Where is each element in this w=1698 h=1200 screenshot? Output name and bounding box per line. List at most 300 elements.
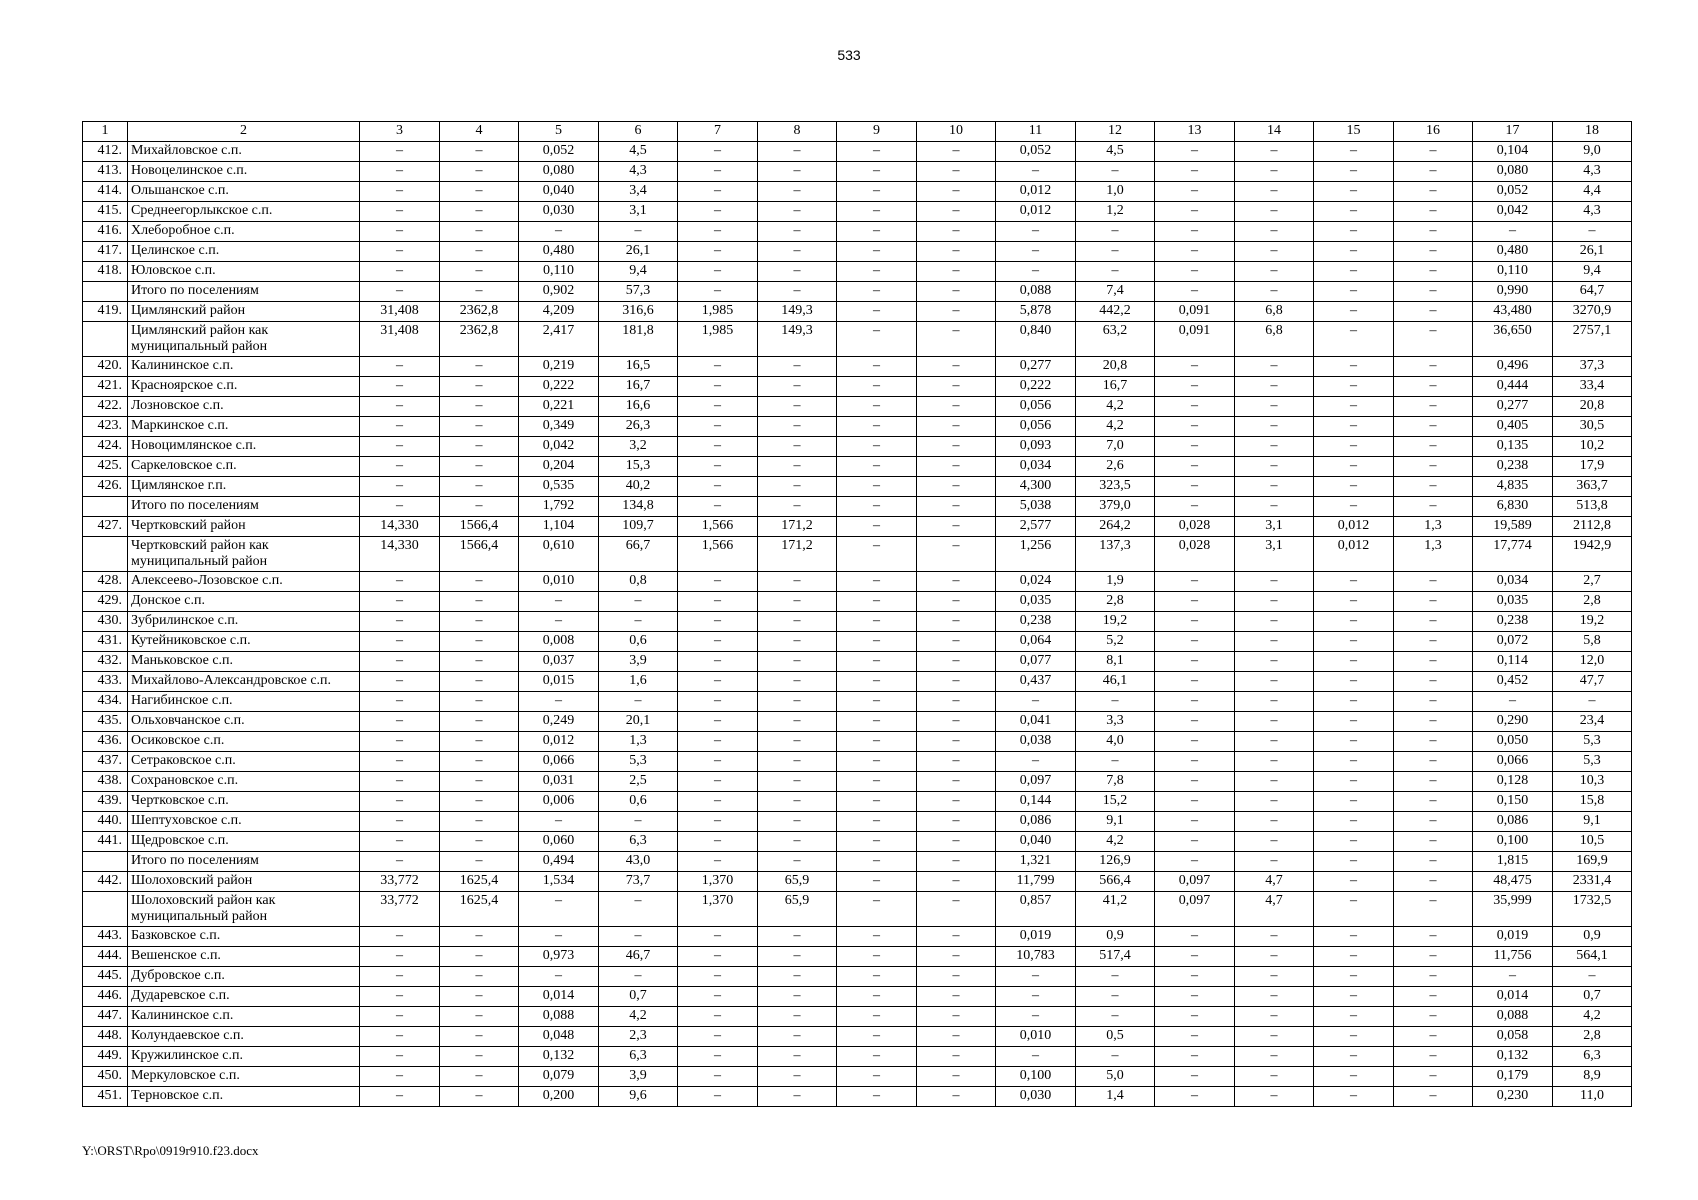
value-cell: – <box>1235 792 1314 812</box>
value-cell: – <box>996 1047 1076 1067</box>
table-row <box>83 282 1632 302</box>
value-cell: – <box>440 1067 519 1087</box>
value-cell: – <box>996 222 1076 242</box>
value-cell: 0,038 <box>996 732 1076 752</box>
value-cell: 0,902 <box>519 282 599 302</box>
value-cell: 12,0 <box>1553 652 1632 672</box>
value-cell: – <box>1394 852 1473 872</box>
value-cell: – <box>1314 222 1394 242</box>
row-number: 437. <box>83 752 128 772</box>
value-cell: – <box>917 832 996 852</box>
value-cell: – <box>917 732 996 752</box>
value-cell: – <box>1314 417 1394 437</box>
value-cell: – <box>917 1067 996 1087</box>
table-row <box>83 477 1632 497</box>
value-cell: – <box>837 142 917 162</box>
value-cell: – <box>917 947 996 967</box>
value-cell: – <box>440 142 519 162</box>
value-cell: 1,9 <box>1076 572 1155 592</box>
value-cell: 0,041 <box>996 712 1076 732</box>
value-cell: – <box>917 1047 996 1067</box>
row-number: 414. <box>83 182 128 202</box>
value-cell: 0,097 <box>996 772 1076 792</box>
value-cell: – <box>678 732 758 752</box>
settlement-name: Донское с.п. <box>128 592 360 612</box>
column-number-header: 8 <box>758 122 837 142</box>
value-cell: – <box>1235 692 1314 712</box>
value-cell: 1,104 <box>519 517 599 537</box>
value-cell: – <box>1314 632 1394 652</box>
value-cell: 16,5 <box>599 357 678 377</box>
value-cell: 1,815 <box>1473 852 1553 872</box>
value-cell: – <box>440 242 519 262</box>
value-cell: 5,8 <box>1553 632 1632 652</box>
value-cell: – <box>1394 947 1473 967</box>
row-number: 449. <box>83 1047 128 1067</box>
value-cell: – <box>360 162 440 182</box>
value-cell: – <box>917 477 996 497</box>
value-cell: – <box>758 1027 837 1047</box>
value-cell: – <box>678 712 758 732</box>
value-cell: 171,2 <box>758 517 837 537</box>
table-row <box>83 202 1632 222</box>
value-cell: – <box>440 772 519 792</box>
value-cell: – <box>1314 1007 1394 1027</box>
value-cell: 379,0 <box>1076 497 1155 517</box>
value-cell: 65,9 <box>758 892 837 927</box>
value-cell: – <box>758 812 837 832</box>
table-row <box>83 927 1632 947</box>
row-number <box>83 537 128 572</box>
settlement-name: Осиковское с.п. <box>128 732 360 752</box>
row-number: 444. <box>83 947 128 967</box>
value-cell: 10,3 <box>1553 772 1632 792</box>
value-cell: – <box>996 967 1076 987</box>
value-cell: 20,1 <box>599 712 678 732</box>
value-cell: – <box>1155 712 1235 732</box>
value-cell: 4,3 <box>599 162 678 182</box>
value-cell: – <box>1314 1067 1394 1087</box>
value-cell: 5,038 <box>996 497 1076 517</box>
value-cell: 9,4 <box>599 262 678 282</box>
value-cell: – <box>917 417 996 437</box>
value-cell: – <box>360 262 440 282</box>
value-cell: – <box>837 182 917 202</box>
value-cell: – <box>1235 222 1314 242</box>
value-cell: 35,999 <box>1473 892 1553 927</box>
value-cell: 4,7 <box>1235 892 1314 927</box>
value-cell: 37,3 <box>1553 357 1632 377</box>
value-cell: – <box>1314 282 1394 302</box>
value-cell: – <box>1155 732 1235 752</box>
value-cell: – <box>1314 832 1394 852</box>
column-number-header: 15 <box>1314 122 1394 142</box>
value-cell: – <box>599 892 678 927</box>
value-cell: – <box>440 162 519 182</box>
value-cell: 181,8 <box>599 322 678 357</box>
value-cell: – <box>1394 1027 1473 1047</box>
value-cell: – <box>678 222 758 242</box>
value-cell: – <box>1235 397 1314 417</box>
value-cell: 513,8 <box>1553 497 1632 517</box>
value-cell: – <box>837 162 917 182</box>
value-cell: – <box>1155 357 1235 377</box>
value-cell: 0,006 <box>519 792 599 812</box>
value-cell: – <box>1155 792 1235 812</box>
value-cell: – <box>837 692 917 712</box>
settlement-name: Сетраковское с.п. <box>128 752 360 772</box>
row-number: 450. <box>83 1067 128 1087</box>
value-cell: – <box>1155 1087 1235 1107</box>
settlement-name: Маркинское с.п. <box>128 417 360 437</box>
value-cell: – <box>1235 182 1314 202</box>
value-cell: 0,104 <box>1473 142 1553 162</box>
value-cell: – <box>837 397 917 417</box>
value-cell: – <box>360 497 440 517</box>
value-cell: – <box>1314 692 1394 712</box>
value-cell: 4,0 <box>1076 732 1155 752</box>
column-number-header: 11 <box>996 122 1076 142</box>
row-number: 429. <box>83 592 128 612</box>
value-cell: 0,010 <box>519 572 599 592</box>
value-cell: – <box>360 202 440 222</box>
column-number-header: 3 <box>360 122 440 142</box>
value-cell: 11,0 <box>1553 1087 1632 1107</box>
value-cell: – <box>1314 592 1394 612</box>
value-cell: – <box>1394 202 1473 222</box>
value-cell: – <box>678 672 758 692</box>
row-number: 445. <box>83 967 128 987</box>
value-cell: 566,4 <box>1076 872 1155 892</box>
value-cell: – <box>758 142 837 162</box>
value-cell: 5,0 <box>1076 1067 1155 1087</box>
table-row <box>83 517 1632 537</box>
value-cell: – <box>678 477 758 497</box>
value-cell: – <box>519 812 599 832</box>
value-cell: 0,100 <box>996 1067 1076 1087</box>
value-cell: – <box>440 417 519 437</box>
table-row <box>83 1047 1632 1067</box>
row-number: 435. <box>83 712 128 732</box>
value-cell: – <box>758 927 837 947</box>
value-cell: – <box>440 437 519 457</box>
value-cell: 0,093 <box>996 437 1076 457</box>
value-cell: – <box>360 1027 440 1047</box>
table-row <box>83 987 1632 1007</box>
row-number: 432. <box>83 652 128 672</box>
value-cell: – <box>917 322 996 357</box>
row-number: 436. <box>83 732 128 752</box>
value-cell: – <box>917 357 996 377</box>
value-cell: 442,2 <box>1076 302 1155 322</box>
value-cell: 17,774 <box>1473 537 1553 572</box>
value-cell: – <box>440 927 519 947</box>
value-cell: – <box>440 652 519 672</box>
value-cell: – <box>360 772 440 792</box>
value-cell: 3,1 <box>599 202 678 222</box>
row-number: 423. <box>83 417 128 437</box>
value-cell: – <box>758 162 837 182</box>
value-cell: – <box>678 182 758 202</box>
value-cell: 7,0 <box>1076 437 1155 457</box>
value-cell: – <box>758 357 837 377</box>
value-cell: 0,230 <box>1473 1087 1553 1107</box>
value-cell: 5,3 <box>1553 732 1632 752</box>
value-cell: 40,2 <box>599 477 678 497</box>
value-cell: 1566,4 <box>440 517 519 537</box>
value-cell: 0,091 <box>1155 302 1235 322</box>
column-number-header: 10 <box>917 122 996 142</box>
value-cell: 0,086 <box>1473 812 1553 832</box>
value-cell: 0,035 <box>996 592 1076 612</box>
value-cell: – <box>1155 142 1235 162</box>
value-cell: – <box>360 792 440 812</box>
value-cell: – <box>758 1007 837 1027</box>
value-cell: 0,079 <box>519 1067 599 1087</box>
value-cell: – <box>1314 852 1394 872</box>
value-cell: – <box>1394 927 1473 947</box>
value-cell: 2,7 <box>1553 572 1632 592</box>
column-number-header: 13 <box>1155 122 1235 142</box>
value-cell: 0,238 <box>1473 457 1553 477</box>
settlement-name: Целинское с.п. <box>128 242 360 262</box>
value-cell: – <box>1155 182 1235 202</box>
settlement-name: Красноярское с.п. <box>128 377 360 397</box>
settlement-name: Лозновское с.п. <box>128 397 360 417</box>
value-cell: – <box>440 752 519 772</box>
value-cell: – <box>519 592 599 612</box>
value-cell: – <box>519 967 599 987</box>
column-number-header: 2 <box>128 122 360 142</box>
value-cell: 20,8 <box>1076 357 1155 377</box>
value-cell: 1,3 <box>1394 517 1473 537</box>
table-row <box>83 497 1632 517</box>
settlement-name: Алексеево-Лозовское с.п. <box>128 572 360 592</box>
value-cell: – <box>917 752 996 772</box>
value-cell: 66,7 <box>599 537 678 572</box>
value-cell: – <box>758 652 837 672</box>
value-cell: 5,3 <box>1553 752 1632 772</box>
value-cell: 0,249 <box>519 712 599 732</box>
value-cell: 0,437 <box>996 672 1076 692</box>
value-cell: 0,222 <box>996 377 1076 397</box>
value-cell: – <box>1235 592 1314 612</box>
value-cell: – <box>1235 1027 1314 1047</box>
value-cell: – <box>1314 672 1394 692</box>
value-cell: 16,6 <box>599 397 678 417</box>
value-cell: – <box>440 262 519 282</box>
value-cell: – <box>1394 832 1473 852</box>
value-cell: 0,012 <box>996 182 1076 202</box>
value-cell: 16,7 <box>1076 377 1155 397</box>
value-cell: 33,772 <box>360 872 440 892</box>
value-cell: – <box>360 437 440 457</box>
value-cell: – <box>440 1027 519 1047</box>
value-cell: – <box>1314 477 1394 497</box>
value-cell: 0,221 <box>519 397 599 417</box>
value-cell: – <box>678 852 758 872</box>
value-cell: 4,7 <box>1235 872 1314 892</box>
value-cell: 0,031 <box>519 772 599 792</box>
table-row <box>83 712 1632 732</box>
settlement-name: Дударевское с.п. <box>128 987 360 1007</box>
value-cell: – <box>1314 612 1394 632</box>
value-cell: – <box>837 612 917 632</box>
value-cell: – <box>440 182 519 202</box>
value-cell: – <box>1394 322 1473 357</box>
value-cell: – <box>996 987 1076 1007</box>
column-number-header-row <box>83 122 1632 142</box>
settlement-name: Цимлянский район как муниципальный район <box>128 322 360 357</box>
value-cell: – <box>1314 732 1394 752</box>
value-cell: 0,014 <box>1473 987 1553 1007</box>
value-cell: 0,179 <box>1473 1067 1553 1087</box>
value-cell: 137,3 <box>1076 537 1155 572</box>
settlement-name: Новоцелинское с.п. <box>128 162 360 182</box>
value-cell: – <box>837 892 917 927</box>
value-cell: – <box>1235 242 1314 262</box>
value-cell: – <box>1155 812 1235 832</box>
value-cell: – <box>360 142 440 162</box>
value-cell: – <box>440 712 519 732</box>
value-cell: – <box>360 222 440 242</box>
value-cell: 0,290 <box>1473 712 1553 732</box>
value-cell: – <box>1394 162 1473 182</box>
row-number: 415. <box>83 202 128 222</box>
value-cell: 31,408 <box>360 302 440 322</box>
value-cell: 0,028 <box>1155 517 1235 537</box>
value-cell: – <box>360 182 440 202</box>
column-number-header: 5 <box>519 122 599 142</box>
value-cell: – <box>1394 712 1473 732</box>
value-cell: – <box>360 282 440 302</box>
value-cell: 1732,5 <box>1553 892 1632 927</box>
value-cell: – <box>917 852 996 872</box>
value-cell: 43,480 <box>1473 302 1553 322</box>
value-cell: 1625,4 <box>440 892 519 927</box>
value-cell: – <box>1314 712 1394 732</box>
value-cell: – <box>837 812 917 832</box>
value-cell: 0,840 <box>996 322 1076 357</box>
value-cell: 43,0 <box>599 852 678 872</box>
value-cell: – <box>360 732 440 752</box>
value-cell: 0,9 <box>1553 927 1632 947</box>
value-cell: 1,3 <box>599 732 678 752</box>
settlement-name: Итого по поселениям <box>128 497 360 517</box>
value-cell: – <box>1314 872 1394 892</box>
value-cell: 10,783 <box>996 947 1076 967</box>
value-cell: – <box>1394 632 1473 652</box>
value-cell: 0,110 <box>1473 262 1553 282</box>
value-cell: – <box>1235 572 1314 592</box>
value-cell: – <box>1235 1067 1314 1087</box>
value-cell: – <box>440 947 519 967</box>
value-cell: – <box>758 672 837 692</box>
value-cell: 2,8 <box>1553 592 1632 612</box>
value-cell: 0,048 <box>519 1027 599 1047</box>
value-cell: – <box>678 457 758 477</box>
table-row <box>83 1007 1632 1027</box>
value-cell: 3,2 <box>599 437 678 457</box>
table-row <box>83 182 1632 202</box>
value-cell: 8,1 <box>1076 652 1155 672</box>
value-cell: 0,028 <box>1155 537 1235 572</box>
settlement-name: Новоцимлянское с.п. <box>128 437 360 457</box>
value-cell: – <box>1155 477 1235 497</box>
value-cell: – <box>837 497 917 517</box>
value-cell: – <box>917 592 996 612</box>
value-cell: 149,3 <box>758 322 837 357</box>
value-cell: – <box>837 752 917 772</box>
value-cell: – <box>1314 772 1394 792</box>
value-cell: – <box>1394 732 1473 752</box>
value-cell: – <box>360 712 440 732</box>
value-cell: – <box>1473 692 1553 712</box>
value-cell: 64,7 <box>1553 282 1632 302</box>
value-cell: – <box>1155 377 1235 397</box>
value-cell: 0,056 <box>996 417 1076 437</box>
value-cell: 0,012 <box>519 732 599 752</box>
value-cell: 517,4 <box>1076 947 1155 967</box>
value-cell: – <box>1394 1087 1473 1107</box>
value-cell: 0,444 <box>1473 377 1553 397</box>
value-cell: 0,222 <box>519 377 599 397</box>
value-cell: – <box>917 1007 996 1027</box>
value-cell: 23,4 <box>1553 712 1632 732</box>
value-cell: – <box>917 967 996 987</box>
settlement-name: Сохрановское с.п. <box>128 772 360 792</box>
value-cell: – <box>917 987 996 1007</box>
value-cell: – <box>837 537 917 572</box>
value-cell: – <box>678 792 758 812</box>
value-cell: 0,010 <box>996 1027 1076 1047</box>
value-cell: 0,058 <box>1473 1027 1553 1047</box>
value-cell: 0,238 <box>1473 612 1553 632</box>
value-cell: 0,034 <box>1473 572 1553 592</box>
value-cell: – <box>917 712 996 732</box>
value-cell: – <box>678 927 758 947</box>
value-cell: 0,6 <box>599 632 678 652</box>
value-cell: 1,566 <box>678 537 758 572</box>
value-cell: – <box>1394 812 1473 832</box>
value-cell: 2,6 <box>1076 457 1155 477</box>
value-cell: 0,091 <box>1155 322 1235 357</box>
table-row <box>83 1087 1632 1107</box>
value-cell: – <box>1076 967 1155 987</box>
column-number-header: 16 <box>1394 122 1473 142</box>
value-cell: 2,8 <box>1553 1027 1632 1047</box>
value-cell: – <box>837 772 917 792</box>
value-cell: – <box>758 752 837 772</box>
value-cell: – <box>1314 182 1394 202</box>
value-cell: 2757,1 <box>1553 322 1632 357</box>
value-cell: – <box>360 572 440 592</box>
row-number: 413. <box>83 162 128 182</box>
value-cell: 0,042 <box>519 437 599 457</box>
column-number-header: 17 <box>1473 122 1553 142</box>
value-cell: – <box>1394 752 1473 772</box>
value-cell: – <box>1314 1087 1394 1107</box>
value-cell: – <box>440 357 519 377</box>
value-cell: 10,5 <box>1553 832 1632 852</box>
value-cell: 0,014 <box>519 987 599 1007</box>
value-cell: 2,5 <box>599 772 678 792</box>
value-cell: 4,2 <box>599 1007 678 1027</box>
value-cell: – <box>1235 477 1314 497</box>
value-cell: 15,8 <box>1553 792 1632 812</box>
value-cell: – <box>837 987 917 1007</box>
value-cell: – <box>1394 457 1473 477</box>
